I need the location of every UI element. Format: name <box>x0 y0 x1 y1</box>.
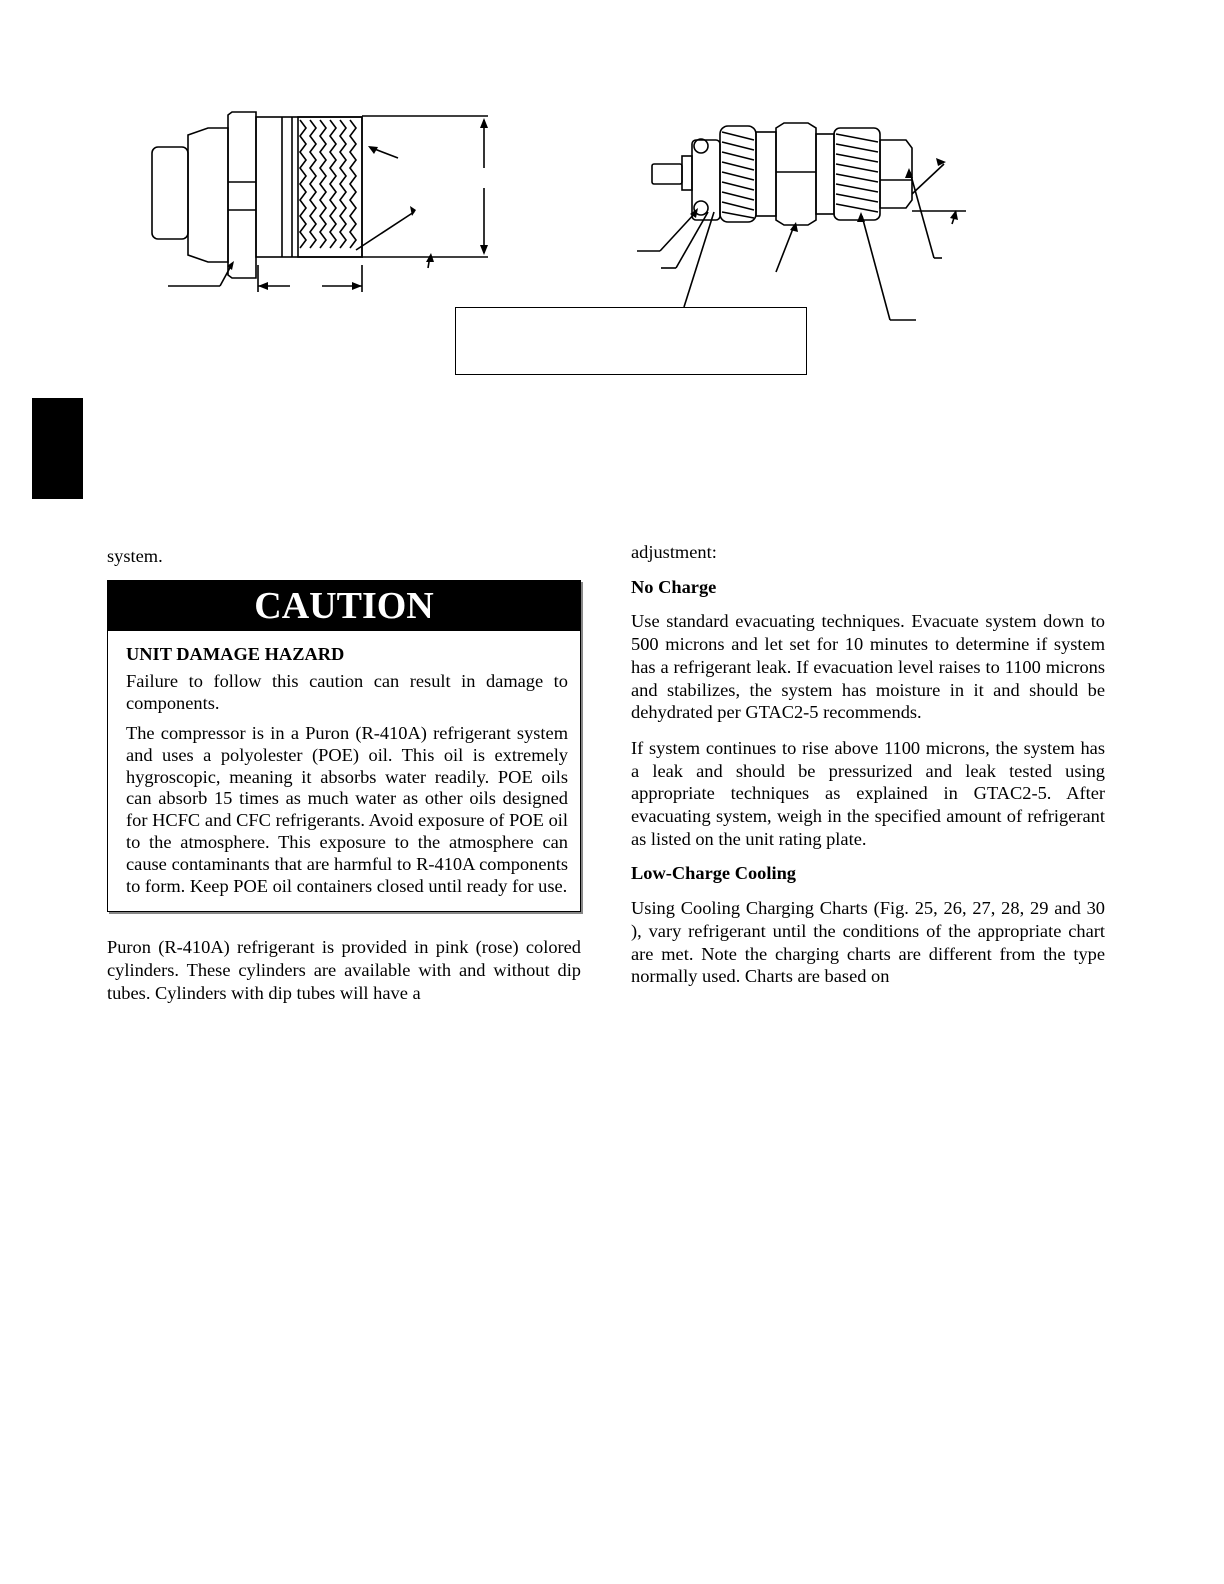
right-intro-fragment: adjustment: <box>631 542 717 562</box>
caution-box <box>107 580 581 913</box>
puron-paragraph: Puron (R-410A) refrigerant is provided in pink (rose) colored cylinders. These cylinders are available with and without dip tubes. Cylinders with dip tubes will have a <box>107 937 581 1003</box>
low-charge-paragraph-1: Using Cooling Charging Charts (Fig. 25, 26, 27, 28, 29 and 30 ), vary refrigerant until the conditions of the appropriate chart are met. Note the charging charts are different from the type normally used. Charts are based on <box>631 898 1105 987</box>
service-fitting-figure <box>0 0 1224 400</box>
no-charge-heading: No Charge <box>631 576 717 597</box>
caution-body <box>108 631 580 912</box>
caution-title: UNIT DAMAGE HAZARD <box>126 643 345 664</box>
no-charge-paragraph-2: If system continues to rise above 1100 microns, the system has a leak and should be pressurized and leak tested using appropriate techniques as explained in GTAC2-5. After evacuating system, weigh in the specified amount of refrigerant as listed on the unit rating plate. <box>631 737 1105 849</box>
no-charge-paragraph-1: Use standard evacuating techniques. Evacuate system down to 500 microns and let set for 10 minutes to determine if system has a refrigerant leak. If evacuation level raises to 1100 microns and stabilizes, the system has moisture in it and should be dehydrated per GTAC2-5 recommends. <box>631 611 1105 723</box>
low-charge-heading: Low-Charge Cooling <box>631 863 797 884</box>
right-column <box>631 541 1105 988</box>
caution-header: CAUTION <box>108 581 580 631</box>
left-intro-fragment: system. <box>107 546 163 566</box>
caution-paragraph-2: The compressor is in a Puron (R-410A) refrigerant system and uses a polyolester (POE) oil. This oil is extremely hygroscopic, meaning it absorbs water readily. POE oils can absorb 15 times as much water as other oils designed for HCFC and CFC refrigerants. Avoid exposure of POE oil to the atmosphere. This exposure to the atmosphere can cause contaminants that are harmful to R-410A components to form. Keep POE oil containers closed until ready for use. <box>126 723 568 896</box>
cap-fitting-drawing <box>152 112 488 292</box>
figure-caption-box <box>455 307 807 375</box>
caution-paragraph-1: Failure to follow this caution can result in damage to components. <box>126 671 568 714</box>
section-tab-marker <box>32 398 83 499</box>
valve-fitting-drawing <box>637 123 966 320</box>
left-column <box>107 545 581 1004</box>
